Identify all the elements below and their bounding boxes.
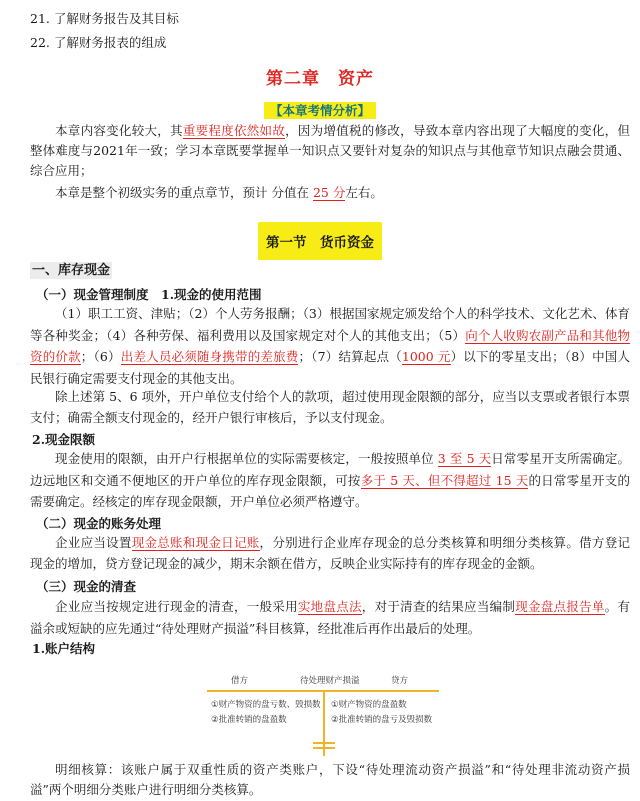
detail-accounting-paragraph: 明细核算：该账户属于双重性质的资产类账户，下设“待处理流动资产损溢”和“待处理非流动资产损溢”两个明细分类账户进行明细分类核算。 (30, 762, 630, 797)
diagram-left-2: ②批准转销的盘盈数 (211, 715, 287, 725)
t-account-balance-mark-2 (313, 747, 335, 749)
heading-cash: 一、库存现金 (32, 263, 111, 278)
highlight-score: 25 分 (312, 185, 346, 200)
exam-analysis-label: 【本章考情分析】 (264, 102, 376, 119)
t-account-diagram (205, 668, 440, 758)
intro-paragraph-2: 本章是整个初级实务的重点章节，预计 分值在 25 分左右。 (55, 185, 383, 200)
heading-account-structure: 1.账户结构 (32, 641, 96, 656)
cash-accounting-paragraph: 企业应当设置现金总账和现金日记账，分别进行企业库存现金的总分类核算和明细分类核算。借方登记现金的增加，贷方登记现金的减少，期末余额在借方，反映企业实际持有的库存现金的金额。 (30, 535, 630, 571)
list-item-21: 21. 了解财务报告及其目标 (30, 11, 179, 26)
heading-cash-accounting: （二）现金的账务处理 (36, 516, 162, 531)
chapter-title: 第二章 资产 (266, 69, 374, 89)
intro-paragraph-1: 本章内容变化较大，其重要程度依然如故，因为增值税的修改，导致本章内容出现了大幅度的变化，但整体难度与2021年一致；学习本章既要掌握单一知识点又要针对复杂的知识点与其他章节知识点融会贯通、综合应用； (30, 123, 630, 178)
heading-cash-limit: 2.现金限额 (32, 432, 96, 447)
diagram-right-1: ①财产物资的盘盈数 (331, 700, 407, 710)
heading-cash-check: （三）现金的清查 (36, 579, 137, 594)
diagram-left-1: ①财产物资的盘亏数、毁损数 (211, 700, 321, 710)
cash-payment-paragraph: 除上述第 5、6 项外，开户单位支付给个人的款项，超过使用现金限额的部分，应当以支票或者银行本票支付；确需全额支付现金的，经开户银行审核后，予以支付现金。 (30, 389, 630, 425)
t-account-balance-mark-1 (313, 742, 335, 744)
cash-limit-paragraph: 现金使用的限额，由开户行根据单位的实际需要核定，一般按照单位 3 至 5 天日常零星开支所需确定。边远地区和交通不便地区的开户单位的库存现金限额，可按多于 5 天、但不得超过 15 天的日常零星开支的需要确定。经核定的库存现金限额，开户单位必须严格遵守。 (30, 451, 630, 509)
cash-check-paragraph: 企业应当按规定进行现金的清查，一般采用实地盘点法，对于清查的结果应当编制现金盘点报告单。有溢余或短缺的应先通过“待处理财产损溢”科目核算，经批准后再作出最后的处理。 (30, 599, 630, 636)
diagram-credit-label: 贷方 (391, 676, 409, 686)
diagram-debit-label: 借方 (231, 676, 249, 686)
diagram-account-name: 待处理财产损溢 (300, 676, 360, 686)
heading-cash-management: （一）现金管理制度 1.现金的使用范围 (36, 287, 262, 302)
highlight-importance: 重要程度依然如故 (182, 123, 286, 138)
diagram-right-2: ②批准转销的盘亏及毁损数 (331, 715, 433, 725)
list-item-22: 22. 了解财务报表的组成 (30, 35, 167, 50)
section-title: 第一节 货币资金 (258, 222, 382, 260)
cash-scope-paragraph: （1）职工工资、津贴；（2）个人劳务报酬；（3）根据国家规定颁发给个人的科学技术、文化艺术、体育等各种奖金；（4）各种劳保、福利费用以及国家规定对个人的其他支出；（5）向个人收购农副产品和其他物资的价款；（6）出差人员必须随身携带的差旅费；（7）结算起点（1000 元）以下的零星支出；（8）中国人民银行确定需要支付现金的其他支出。 (30, 306, 630, 386)
